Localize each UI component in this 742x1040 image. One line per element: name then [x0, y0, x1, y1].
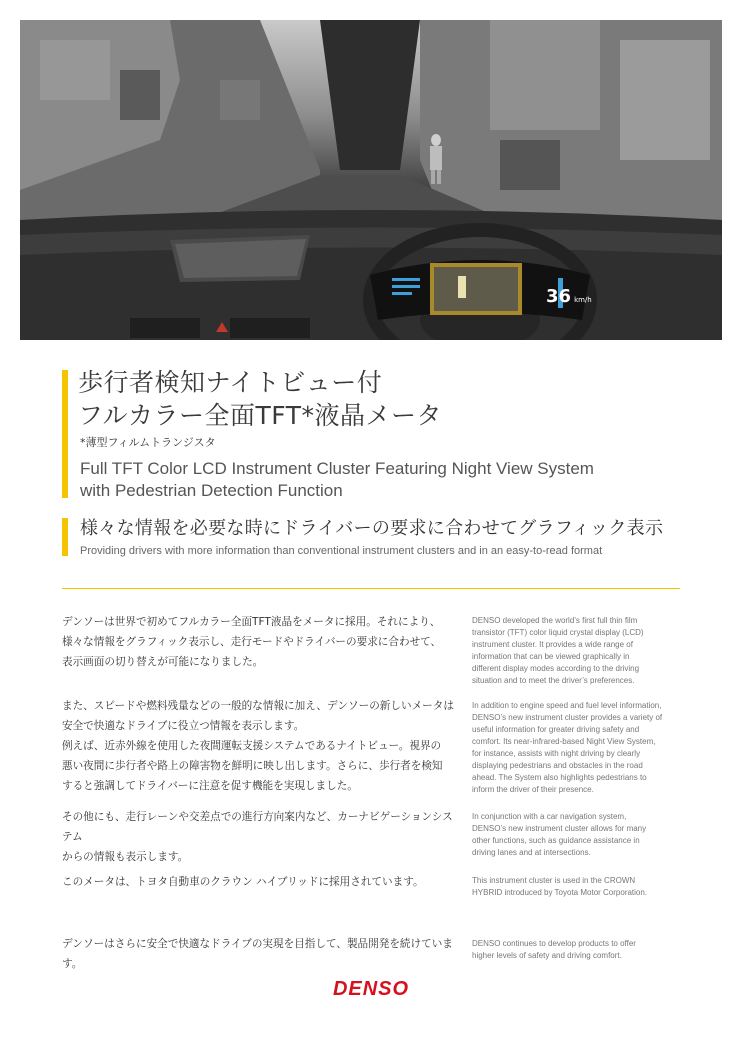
title-en: [80, 458, 594, 502]
paragraph-en-1: DENSO developed the world’s first full thin film transistor (TFT) color liquid crystal display (LCD) instrument cluster. It provides a wide range of information that can be viewed graphically in different display modes according to the driving situation and to meet the driver’s preferences.: [472, 616, 644, 685]
title-jp-line1: 歩行者検知ナイトビュー付: [78, 368, 383, 397]
night-street-illustration: [20, 20, 722, 340]
hero-photo: [20, 20, 722, 340]
title-jp-line2: フルカラー全面TFT*液晶メータ: [78, 401, 442, 430]
subtitle-en: Providing drivers with more information than conventional instrument clusters and in an easy-to-read format: [80, 545, 603, 557]
subtitle-jp: 様々な情報を必要な時にドライバーの要求に合わせてグラフィック表示: [80, 518, 664, 539]
title-en-line1: Full TFT Color LCD Instrument Cluster Featuring Night View System: [80, 459, 594, 478]
subtitle-accent-bar: [62, 518, 68, 556]
paragraph-jp-5: デンソーはさらに安全で快適なドライブの実現を目指して、製品開発を続けています。: [62, 938, 453, 970]
title-accent-bar: [62, 370, 68, 498]
title-jp-note: *薄型フィルムトランジスタ: [80, 436, 216, 449]
paragraph-en-3: In conjunction with a car navigation system, DENSO’s new instrument cluster allows for many other functions, such as guidance assistance in driving lanes and at intersections.: [472, 812, 647, 857]
paragraph-jp-4: このメータは、トヨタ自動車のクラウン ハイブリッドに採用されています。: [62, 876, 424, 888]
cluster-speed-readout: [546, 286, 592, 307]
cluster-speed-unit: km/h: [574, 296, 592, 304]
cluster-speed-value: 36: [546, 286, 572, 307]
title-jp: [78, 366, 442, 432]
paragraph-jp-2: また、スピードや燃料残量などの一般的な情報に加え、デンソーの新しいメータは 安全で快適なドライブに役立つ情報を表示します。 例えば、近赤外線を使用した夜間運転支援システムであるナイトビュー。視界の 悪い夜間に歩行者や路上の障害物を鮮明に映し出します。さらに、歩行者を検知 すると強調してドライバーに注意を促す機能を実現しました。: [62, 700, 454, 792]
paragraph-en-4: This instrument cluster is used in the CROWN HYBRID introduced by Toyota Motor Corporation.: [472, 876, 648, 897]
paragraph-jp-1: デンソーは世界で初めてフルカラー全面TFT液晶をメータに採用。それにより、 様々な情報をグラフィック表示し、走行モードやドライバーの要求に合わせて、 表示画面の切り替えが可能になりました。: [62, 616, 442, 668]
title-en-line2: with Pedestrian Detection Function: [80, 481, 343, 500]
paragraph-en-5: DENSO continues to develop products to offer higher levels of safety and driving comfort.: [472, 939, 636, 960]
denso-logo: DENSO: [332, 978, 410, 1000]
paragraph-jp-3: その他にも、走行レーンや交差点での進行方向案内など、カーナビゲーションシステム からの情報も表示します。: [62, 811, 453, 863]
section-divider: [62, 588, 680, 589]
paragraph-en-2: In addition to engine speed and fuel level information, DENSO’s new instrument cluster provides a variety of useful information for greater driving safety and comfort. Its near-infrared-based Night View System, for instance, assists with night driving by clearly displaying pedestrians and obstacles in the road ahead. The System also highlights pedestrians to inform the driver of their presence.: [472, 701, 663, 794]
